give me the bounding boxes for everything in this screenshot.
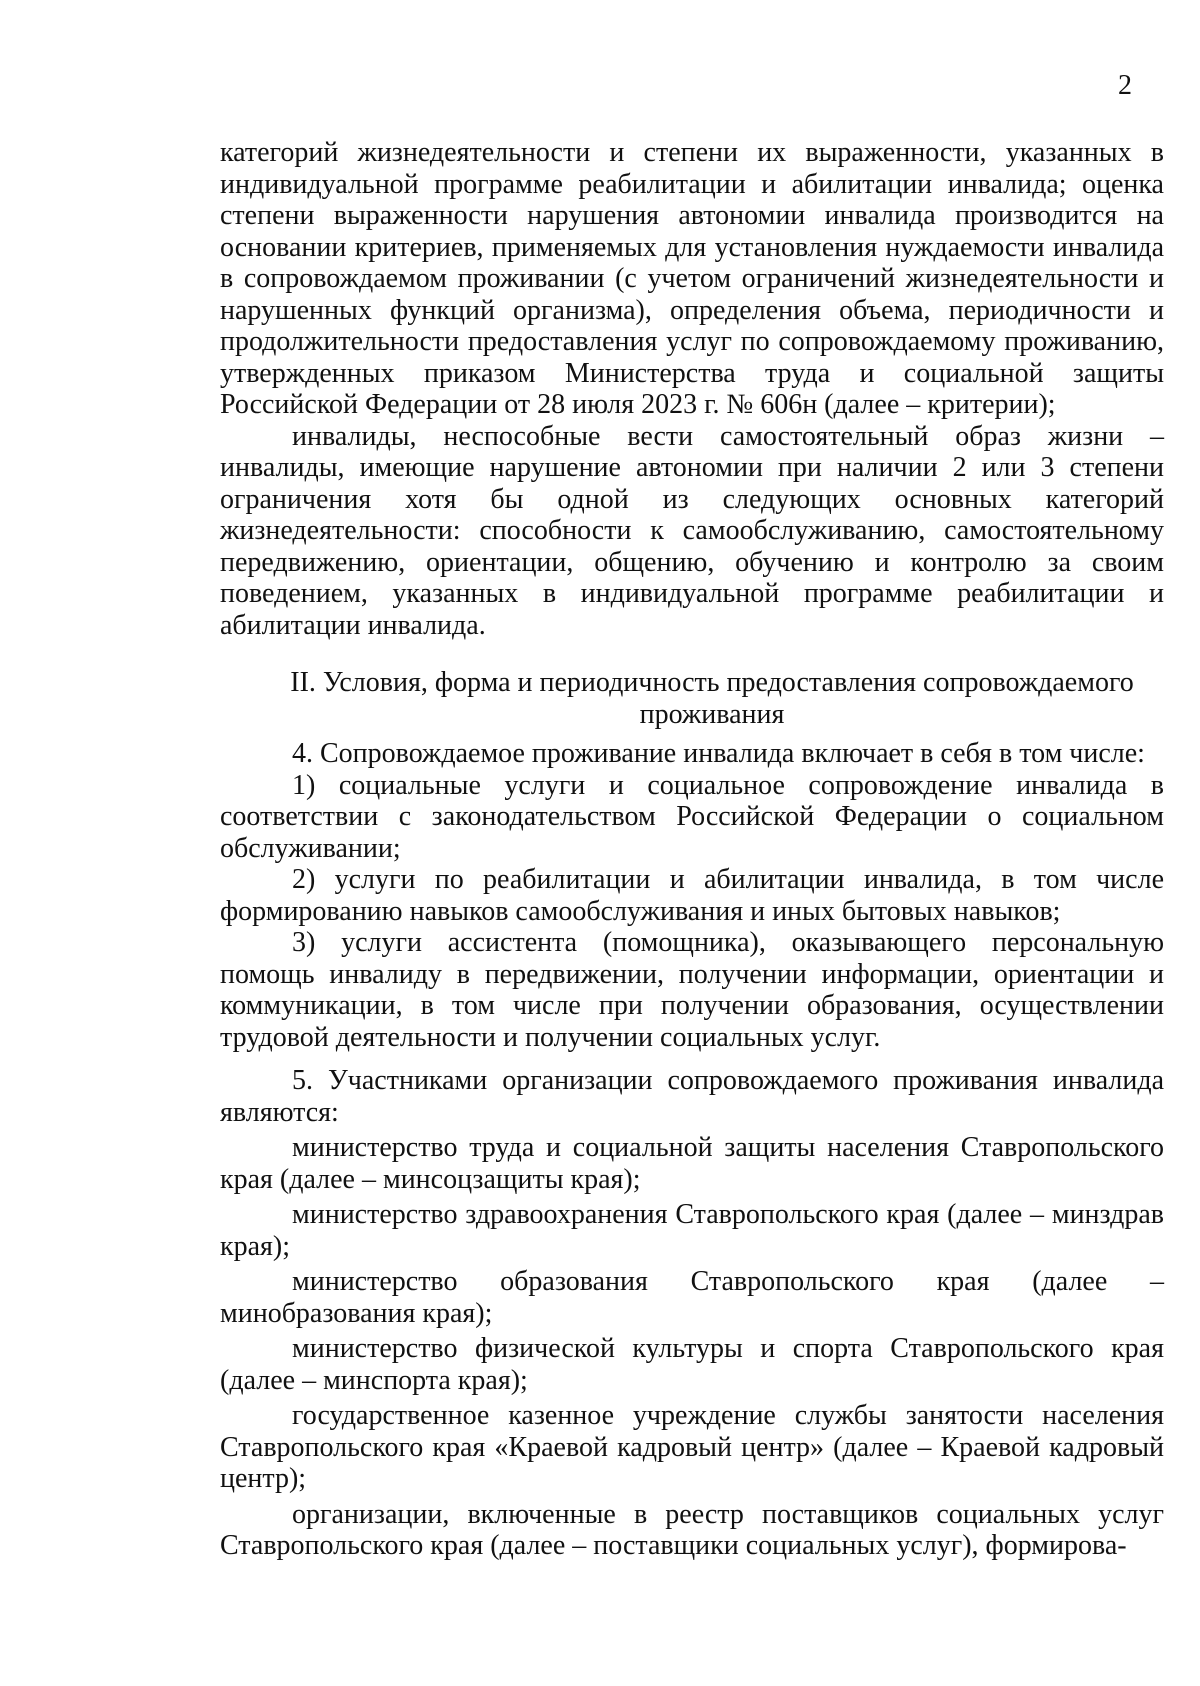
document-body xyxy=(220,137,1164,1562)
participant-postavshchiki: организации, включенные в реестр поставщиков социальных услуг Ставропольского края (далее – поставщики социальных услуг), формирова- xyxy=(220,1498,1164,1561)
paragraph-subitem-1: 1) социальные услуги и социальное сопровождение инвалида в соответствии с законодательством Российской Федерации о социальном обслуживании; xyxy=(220,769,1164,864)
paragraph-subitem-3: 3) услуги ассистента (помощника), оказывающего персональную помощь инвалиду в передвижении, получении информации, ориентации и коммуникации, в том числе при получении образования, осуществлении трудовой деятельности и получении социальных услуг. xyxy=(220,927,1164,1053)
paragraph-continuation: категорий жизнедеятельности и степени их выраженности, указанных в индивидуальной программе реабилитации и абилитации инвалида; оценка степени выраженности нарушения автономии инвалида производится на основании критериев, применяемых для установления нуждаемости инвалида в сопровождаемом проживании (с учетом ограничений жизнедеятельности и нарушенных функций организма), определения объема, периодичности и продолжительности предоставления услуг по сопровождаемому проживанию, утвержденных приказом Министерства труда и социальной защиты Российской Федерации от 28 июля 2023 г. № 606н (далее – критерии); xyxy=(220,137,1164,420)
section-heading: II. Условия, форма и периодичность предоставления сопровождаемого проживания xyxy=(290,667,1134,730)
participant-minobrazovaniya: министерство образования Ставропольского края (далее – минобразования края); xyxy=(220,1266,1164,1329)
paragraph-subitem-2: 2) услуги по реабилитации и абилитации инвалида, в том числе формированию навыков самообслуживания и иных бытовых навыков; xyxy=(220,864,1164,927)
participant-kadrovy-centr: государственное казенное учреждение службы занятости населения Ставропольского края «Краевой кадровый центр» (далее – Краевой кадровый центр); xyxy=(220,1400,1164,1494)
paragraph-item-4: 4. Сопровождаемое проживание инвалида включает в себя в том числе: xyxy=(292,738,1145,769)
paragraph-item-5: 5. Участниками организации сопровождаемого проживания инвалида являются: xyxy=(220,1065,1164,1128)
participant-minsporta: министерство физической культуры и спорта Ставропольского края (далее – минспорта края); xyxy=(220,1333,1164,1396)
paragraph-definition: инвалиды, неспособные вести самостоятельный образ жизни – инвалиды, имеющие нарушение автономии при наличии 2 или 3 степени ограничения хотя бы одной из следующих основных категорий жизнедеятельности: способности к самообслуживанию, самостоятельному передвижению, ориентации, общению, обучению и контролю за своим поведением, указанных в индивидуальной программе реабилитации и абилитации инвалида. xyxy=(220,420,1164,641)
participant-minsoczashchity: министерство труда и социальной защиты населения Ставропольского края (далее – минсоцзащиты края); xyxy=(220,1132,1164,1195)
participant-minzdrav: министерство здравоохранения Ставропольского края (далее – минздрав края); xyxy=(220,1199,1164,1262)
page-number: 2 xyxy=(1118,70,1132,101)
